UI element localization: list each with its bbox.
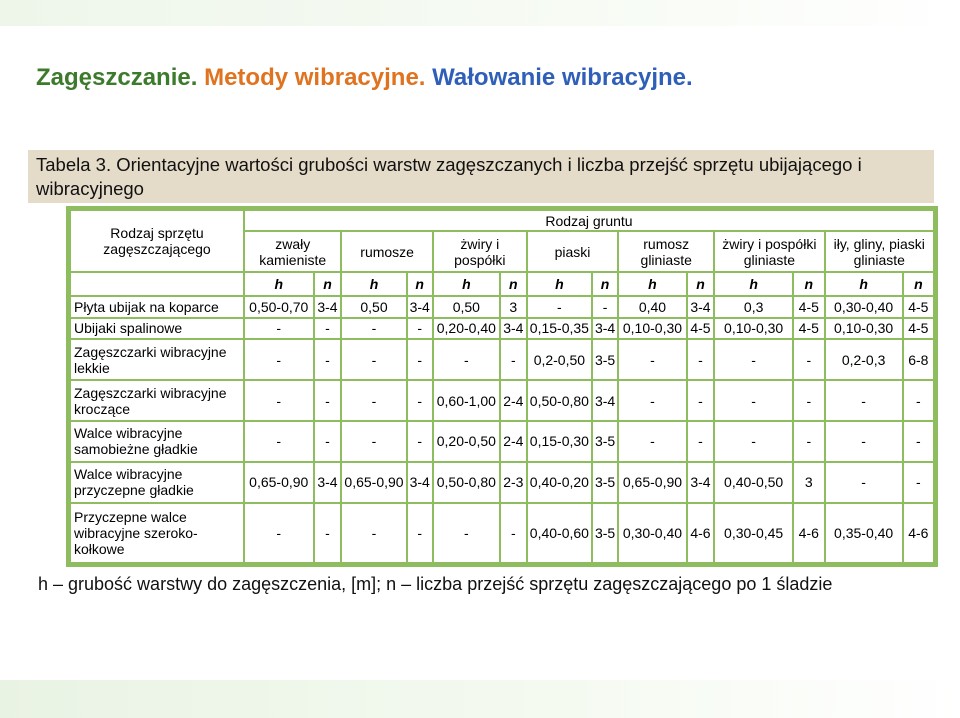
- h-value: 0,10-0,30: [619, 319, 686, 338]
- h-value: 0,40: [619, 297, 686, 316]
- h-value: -: [342, 381, 405, 420]
- soil-type-5: rumosz gliniaste: [619, 232, 713, 271]
- h-value: 0,50-0,80: [434, 463, 499, 502]
- table-row: [71, 463, 933, 502]
- h-value: -: [245, 504, 313, 562]
- n-value: 4-5: [794, 319, 823, 338]
- n-value: -: [593, 297, 617, 316]
- n-value: -: [315, 422, 341, 461]
- h-value: -: [342, 340, 405, 379]
- h-label-4: h: [528, 273, 591, 295]
- h-value: -: [245, 381, 313, 420]
- h-value: -: [342, 504, 405, 562]
- n-value: -: [315, 319, 341, 338]
- n-value: -: [408, 340, 432, 379]
- n-value: -: [408, 381, 432, 420]
- soil-type-6: żwiry i pospółki gliniaste: [715, 232, 823, 271]
- n-value: 3-4: [315, 463, 341, 502]
- table-row: [71, 319, 933, 338]
- n-label-1: n: [315, 273, 341, 295]
- bottom-decor-band: [0, 680, 960, 718]
- n-value: 3-4: [501, 319, 526, 338]
- h-value: 0,65-0,90: [342, 463, 405, 502]
- h-label-5: h: [619, 273, 686, 295]
- h-value: 0,65-0,90: [245, 463, 313, 502]
- title-part-3: Wałowanie wibracyjne.: [432, 64, 693, 91]
- n-value: -: [794, 340, 823, 379]
- h-value: 0,50: [342, 297, 405, 316]
- header-row-h-n: [71, 273, 933, 295]
- equipment-name: Zagęszczarki wibracyjne lekkie: [71, 340, 243, 379]
- h-value: 0,50-0,70: [245, 297, 313, 316]
- h-value: -: [342, 422, 405, 461]
- equipment-header: Rodzaj sprzętu zagęszczającego: [71, 211, 243, 271]
- n-value: 3-5: [593, 340, 617, 379]
- n-value: -: [408, 504, 432, 562]
- n-value: -: [904, 463, 933, 502]
- n-value: 2-4: [501, 422, 526, 461]
- n-value: 3-5: [593, 504, 617, 562]
- h-value: 0,40-0,20: [528, 463, 591, 502]
- n-value: -: [315, 381, 341, 420]
- n-value: 2-4: [501, 381, 526, 420]
- equipment-name: Ubijaki spalinowe: [71, 319, 243, 338]
- header-row-soil: [71, 211, 933, 230]
- compaction-table-frame: [66, 206, 938, 567]
- h-value: 0,30-0,40: [826, 297, 902, 316]
- n-label-3: n: [501, 273, 526, 295]
- table-row: [71, 297, 933, 316]
- h-label-2: h: [342, 273, 405, 295]
- n-value: 3-4: [688, 463, 714, 502]
- h-label-3: h: [434, 273, 499, 295]
- h-value: 0,50: [434, 297, 499, 316]
- n-value: 4-6: [904, 504, 933, 562]
- h-value: -: [528, 297, 591, 316]
- n-value: 3: [794, 463, 823, 502]
- n-value: 6-8: [904, 340, 933, 379]
- soil-type-2: rumosze: [342, 232, 431, 271]
- n-value: -: [501, 504, 526, 562]
- n-value: 3-4: [315, 297, 341, 316]
- h-value: -: [826, 381, 902, 420]
- h-value: 0,2-0,3: [826, 340, 902, 379]
- h-value: 0,20-0,40: [434, 319, 499, 338]
- n-value: -: [688, 340, 714, 379]
- h-value: 0,30-0,45: [715, 504, 792, 562]
- n-value: 4-5: [904, 319, 933, 338]
- equipment-name: Płyta ubijak na koparce: [71, 297, 243, 316]
- n-value: 4-5: [688, 319, 714, 338]
- h-value: 0,15-0,35: [529, 320, 589, 337]
- n-value: -: [904, 422, 933, 461]
- n-value: 3-4: [593, 381, 617, 420]
- n-value: 3: [501, 297, 526, 316]
- n-value: -: [688, 422, 714, 461]
- n-value: -: [688, 381, 714, 420]
- soil-type-3: żwiry i pospółki: [434, 232, 526, 271]
- h-value: 0,3: [715, 297, 792, 316]
- table-caption: Tabela 3. Orientacyjne wartości grubości warstw zagęszczanych i liczba przejść sprzętu ubijającego i wibracyjnego: [28, 150, 934, 203]
- equipment-name: Walce wibracyjne samobieżne gładkie: [71, 422, 243, 461]
- h-value: -: [619, 422, 686, 461]
- soil-type-header: Rodzaj gruntu: [245, 211, 933, 230]
- n-value: 3-4: [688, 297, 714, 316]
- slide-title: [36, 64, 693, 92]
- equipment-name: Walce wibracyjne przyczepne gładkie: [71, 463, 243, 502]
- h-value: -: [715, 340, 792, 379]
- h-value: 0,10-0,30: [826, 319, 902, 338]
- n-value: -: [501, 340, 526, 379]
- n-label-6: n: [794, 273, 823, 295]
- h-label-1: h: [245, 273, 313, 295]
- title-part-2: Metody wibracyjne.: [204, 64, 426, 91]
- n-value: 2-3: [501, 463, 526, 502]
- h-value: -: [826, 463, 902, 502]
- h-value: 0,40-0,60: [528, 504, 591, 562]
- n-value: 3-4: [409, 299, 430, 316]
- n-label-5: n: [688, 273, 714, 295]
- h-value: -: [342, 319, 405, 338]
- h-value: -: [434, 340, 499, 379]
- n-value: -: [794, 381, 823, 420]
- compaction-table: [69, 209, 935, 564]
- h-value: -: [245, 340, 313, 379]
- h-value: -: [245, 422, 313, 461]
- n-label-4: n: [593, 273, 617, 295]
- n-label-2: n: [408, 273, 432, 295]
- equipment-name: Przyczepne walce wibracyjne szeroko-kołkowe: [71, 504, 243, 562]
- soil-type-1: zwały kamieniste: [245, 232, 340, 271]
- table-row: [71, 422, 933, 461]
- n-value: -: [794, 422, 823, 461]
- n-value: -: [315, 504, 341, 562]
- h-value: -: [619, 340, 686, 379]
- h-value: 0,60-1,00: [434, 381, 499, 420]
- table-row: [71, 504, 933, 562]
- h-value: -: [619, 381, 686, 420]
- h-value: 0,15-0,30: [528, 422, 591, 461]
- h-value: 0,65-0,90: [619, 463, 686, 502]
- equipment-name: Zagęszczarki wibracyjne kroczące: [71, 381, 243, 420]
- n-value: 3-4: [408, 463, 432, 502]
- n-value: -: [408, 319, 432, 338]
- h-value: 0,2-0,50: [528, 340, 591, 379]
- table-row: [71, 381, 933, 420]
- title-part-1: Zagęszczanie.: [36, 64, 198, 91]
- hn-row-blank: [71, 273, 243, 295]
- h-value: 0,10-0,30: [715, 319, 792, 338]
- n-label-7: n: [904, 273, 933, 295]
- h-value: -: [434, 504, 499, 562]
- table-row: [71, 340, 933, 379]
- n-value: 4-6: [794, 504, 823, 562]
- n-value: 3-5: [593, 422, 617, 461]
- n-value: -: [904, 381, 933, 420]
- legend-note: h – grubość warstwy do zagęszczenia, [m]; n – liczba przejść sprzętu zagęszczającego po 1 śladzie: [28, 570, 934, 598]
- n-value: 4-5: [794, 297, 823, 316]
- n-value: 3-4: [594, 320, 616, 337]
- h-value: -: [826, 422, 902, 461]
- h-label-6: h: [715, 273, 792, 295]
- n-value: 3-5: [593, 463, 617, 502]
- h-value: 0,35-0,40: [826, 504, 902, 562]
- n-value: 4-6: [688, 504, 714, 562]
- n-value: 4-5: [904, 297, 933, 316]
- h-value: -: [715, 422, 792, 461]
- top-decor-band: [0, 0, 960, 26]
- h-value: -: [245, 319, 313, 338]
- h-value: -: [715, 381, 792, 420]
- h-value: 0,40-0,50: [715, 463, 792, 502]
- h-label-7: h: [826, 273, 902, 295]
- h-value: 0,50-0,80: [528, 381, 591, 420]
- h-value: 0,30-0,40: [619, 504, 686, 562]
- soil-type-7: iły, gliny, piaski gliniaste: [826, 232, 933, 271]
- h-value: 0,20-0,50: [434, 422, 499, 461]
- n-value: -: [408, 422, 432, 461]
- n-value: -: [315, 340, 341, 379]
- soil-type-4: piaski: [528, 232, 617, 271]
